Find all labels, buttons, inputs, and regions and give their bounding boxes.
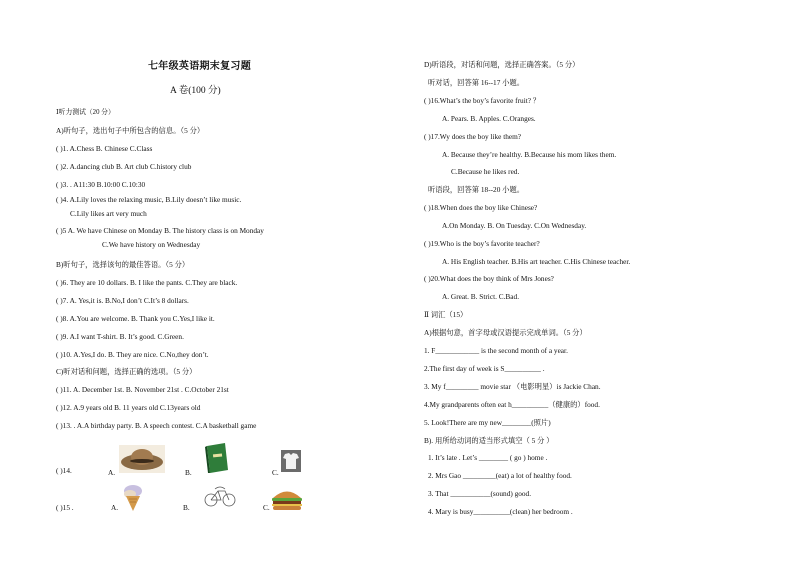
part-d-heading: D)听语段，对话和问题，选择正确答案。（5 分） [424,60,580,69]
question-6: ( )6. They are 10 dollars. B. I like the pants. C.They are black. [56,278,238,287]
part-b-heading: B)听句子，选择该句的最佳答语。（5 分） [56,260,190,269]
question-7: ( )7. A. Yes,it is. B.No,I don’t C.It’s 8 dollars. [56,296,189,305]
vocab-b-4: 4. Mary is busy__________(clean) her bedroom . [428,507,573,516]
paper-subtitle: A 卷(100 分) [170,86,221,96]
vocab-b-2: 2. Mrs Gao _________(eat) a lot of healthy food. [428,471,572,480]
book-icon [204,442,230,474]
question-18-options: A.On Monday. B. On Tuesday. C.On Wednesday. [442,221,587,230]
question-5-option-c: C.We have history on Wednesday [102,240,201,249]
section-listening: Ⅰ听力测试（20 分） [56,109,115,116]
question-19-options: A. His English teacher. B.His art teacher. C.His Chinese teacher. [442,257,631,266]
vocab-part-a-heading: A)根据句意，首字母或汉语提示完成单词。（5 分） [424,328,587,337]
question-12: ( )12. A.9 years old B. 11 years old C.13years old [56,403,201,412]
vocab-a-5: 5. Look!There are my new________(照片) [424,418,551,427]
question-15-paren: ( )15 . [56,503,74,512]
question-20-options: A. Great. B. Strict. C.Bad. [442,292,520,301]
vocab-a-2: 2.The first day of week is S__________ . [424,364,545,373]
tshirt-icon [281,450,301,472]
question-13: ( )13. . A.A birthday party. B. A speech contest. C.A basketball game [56,421,257,430]
question-14-option-a: A. [108,468,116,477]
question-15-option-a: A. [111,503,119,512]
question-10: ( )10. A.Yes,I do. B. They are nice. C.No,they don’t. [56,350,209,359]
question-4-option-c: C.Lily likes art very much [70,209,147,218]
question-16: ( )16.What’s the boy’s favorite fruit? ？ [424,96,541,105]
vocab-a-4: 4.My grandparents often eat h__________（健康的）food. [424,400,600,409]
question-14-option-b: B. [185,468,192,477]
question-19: ( )19.Who is the boy’s favorite teacher? [424,239,540,248]
question-15-option-b: B. [183,503,190,512]
question-18: ( )18.When does the boy like Chinese? [424,203,538,212]
vocab-a-1: 1. F____________ is the second month of a year. [424,346,568,355]
part-a-heading: A)听句子，选出句子中所包含的信息。（5 分） [56,126,205,135]
question-4: ( )4. A.Lily loves the relaxing music, B.Lily doesn’t like music. [56,195,242,204]
dialogue-instruction-2: 听语段，回答第 18--20 小题。 [428,185,525,194]
vocab-part-b-heading: B). 用所给动词的适当形式填空（ 5 分 ） [424,436,554,445]
ice-cream-icon [120,483,146,513]
vocab-b-3: 3. That ___________(sound) good. [428,489,532,498]
question-14-option-c: C. [272,468,279,477]
section-vocabulary: Ⅱ 词汇（15） [424,310,468,319]
question-11: ( )11. A. December 1st. B. November 21st . C.October 21st [56,385,229,394]
hamburger-icon [270,487,304,511]
question-16-options: A. Pears. B. Apples. C.Oranges. [442,114,536,123]
vocab-a-3: 3. My f_________ movie star （电影明星）is Jackie Chan. [424,382,601,391]
part-c-heading: C)听对话和问题，选择正确的选项。（5 分） [56,367,197,376]
question-17: ( )17.Wy does the boy like them? [424,132,522,141]
question-3: ( )3. . A11:30 B.10:00 C.10:30 [56,180,146,189]
question-9: ( )9. A.I want T-shirt. B. It’s good. C.Green. [56,332,184,341]
question-1: ( )1. A.Chess B. Chinese C.Class [56,144,153,153]
question-17-option-c: C.Because he likes red. [451,167,520,176]
page-title: 七年级英语期末复习题 [148,61,251,72]
question-14-paren: ( )14. [56,466,72,475]
bike-sketch-icon [203,484,237,510]
question-5: ( )5 A. We have Chinese on Monday B. The history class is on Monday [56,226,264,235]
question-20: ( )20.What does the boy think of Mrs Jones? [424,274,554,283]
question-17-options: A. Because they’re healthy. B.Because his mom likes them. [442,150,617,159]
dialogue-instruction-1: 听对话，回答第 16--17 小题。 [428,78,525,87]
question-2: ( )2. A.dancing club B. Art club C.history club [56,162,192,171]
hat-icon [119,445,165,473]
question-8: ( )8. A.You are welcome. B. Thank you C.Yes,I like it. [56,314,215,323]
question-15-option-c: C. [263,503,270,512]
vocab-b-1: 1. It’s late . Let’s ________ ( go ) home . [428,453,548,462]
